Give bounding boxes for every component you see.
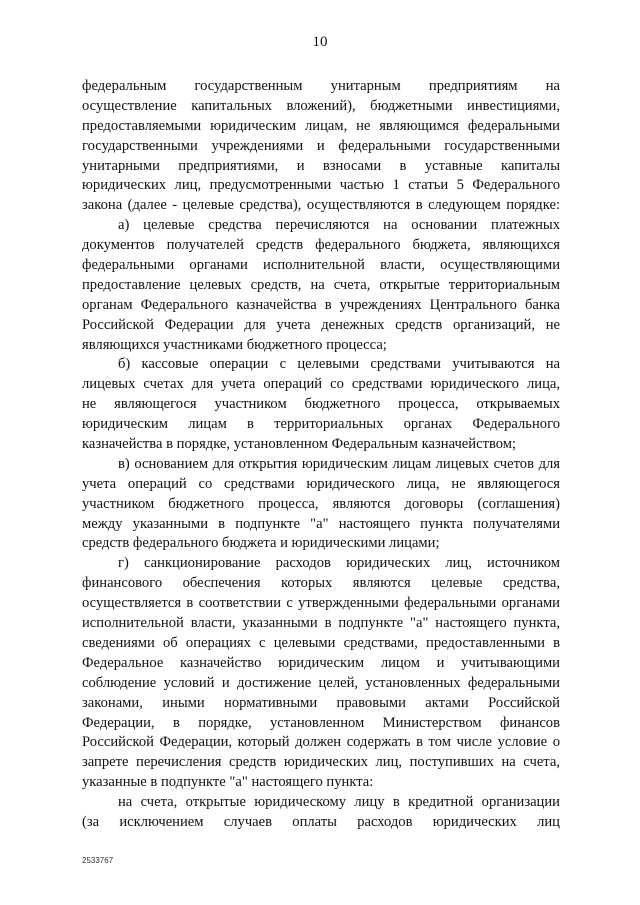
text-line: Российской Федерации, который должен содержать в том числе условие о	[82, 734, 560, 751]
text-line: б) кассовые операции с целевыми средствами учитываются на	[118, 356, 560, 373]
text-line: осуществление капитальных вложений), бюджетными инвестициями,	[82, 97, 560, 114]
text-line: средств федерального бюджета и юридическими лицами;	[82, 535, 440, 552]
text-line: а) целевые средства перечисляются на основании платежных	[118, 217, 560, 234]
text-line: являющихся участниками бюджетного процесса;	[82, 336, 387, 353]
text-line: (за исключением случаев оплаты расходов юридических лиц	[82, 813, 560, 830]
text-line: не являющегося участником бюджетного процесса, открываемых	[82, 396, 560, 413]
text-line: указанные в подпункте "а" настоящего пункта:	[82, 774, 374, 791]
text-line: финансового обеспечения которых являются целевые средства,	[82, 575, 560, 592]
text-line: предоставляемыми юридическим лицам, не являющимся федеральными	[82, 117, 560, 134]
text-line: сведениями об операциях с целевыми средствами, предоставленными в	[82, 634, 560, 651]
text-line: казначейства в порядке, установленном Федеральным казначейством;	[82, 436, 517, 453]
text-line: государственными учреждениями и федеральными государственными	[82, 137, 560, 154]
text-line: законами, иными нормативными правовыми актами Российской	[82, 694, 560, 711]
text-line: на счета, открытые юридическому лицу в кредитной организации	[118, 794, 560, 811]
text-line: юридических лиц, предусмотренными частью 1 статьи 5 Федерального	[82, 177, 560, 194]
text-line: органам Федерального казначейства в учреждениях Центрального банка	[82, 296, 560, 313]
text-line: учета операций со средствами юридического лица, не являющегося	[82, 475, 560, 492]
text-line: между указанными в подпункте "а" настоящего пункта получателями	[82, 515, 560, 532]
text-line: соблюдение условий и достижение целей, установленных федеральными	[82, 674, 560, 691]
text-line: закона (далее - целевые средства), осуществляются в следующем порядке:	[82, 197, 560, 214]
text-line: г) санкционирование расходов юридических лиц, источником	[118, 555, 560, 572]
text-line: юридическим лицам в территориальных органах Федерального	[82, 416, 560, 433]
text-line: лицевых счетах для учета операций со средствами юридического лица,	[82, 376, 560, 393]
text-line: унитарными предприятиями, и взносами в уставные капиталы	[82, 157, 560, 174]
document-code: 2533767	[82, 856, 114, 865]
text-line: документов получателей средств федерального бюджета, являющихся	[82, 237, 560, 254]
text-line: Федеральное казначейство юридическим лицом и учитывающими	[82, 654, 560, 671]
text-line: федеральным государственным унитарным предприятиям на	[82, 78, 560, 94]
text-line: предоставление целевых средств, на счета, открытые территориальным	[82, 276, 560, 293]
text-line: в) основанием для открытия юридическим лицам лицевых счетов для	[118, 455, 560, 472]
text-line: федеральными органами исполнительной власти, осуществляющими	[82, 257, 560, 274]
text-line: запрете перечисления средств юридических лиц, поступивших на счета,	[82, 754, 560, 771]
document-body	[82, 77, 560, 833]
text-line: Федерации, в порядке, установленном Министерством финансов	[82, 714, 560, 731]
text-line: участником бюджетного процесса, являются договоры (соглашения)	[82, 495, 560, 512]
text-line: Российской Федерации для учета денежных средств организаций, не	[82, 316, 560, 333]
text-line: исполнительной власти, указанными в подпункте "а" настоящего пункта,	[82, 615, 560, 632]
page-number: 10	[312, 34, 328, 50]
text-line: осуществляется в соответствии с утвержденными федеральными органами	[82, 595, 560, 612]
